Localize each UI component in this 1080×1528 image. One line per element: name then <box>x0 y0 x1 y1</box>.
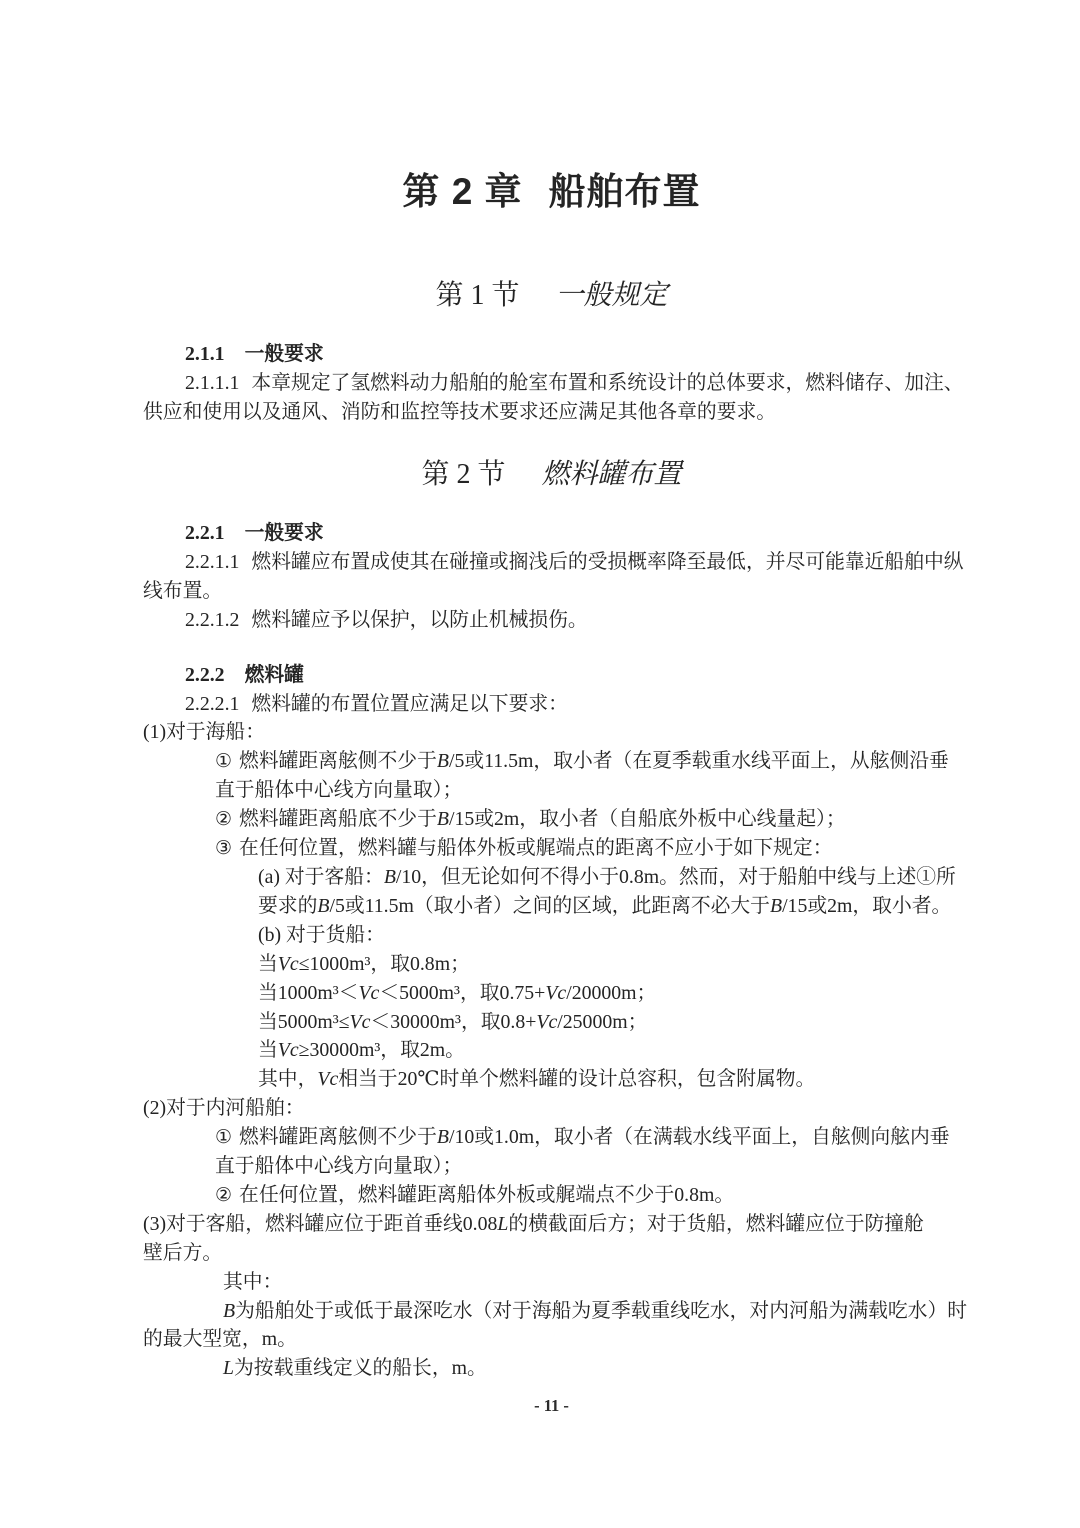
text-segment: 的横截面后方；对于货船，燃料罐应位于防撞舱 <box>508 1212 924 1235</box>
text-segment: 其中， <box>258 1068 318 1091</box>
paragraph-line <box>143 548 964 577</box>
text-segment: Vc <box>277 1039 299 1062</box>
text-segment: Vc <box>358 981 380 1004</box>
text-segment: 第 2 章 <box>402 171 523 212</box>
section-title <box>143 278 960 314</box>
text-segment: (3)对于客船，燃料罐应位于距首垂线0.08 <box>143 1212 498 1235</box>
clause-heading <box>143 661 960 690</box>
text-segment: 当 <box>258 1039 278 1062</box>
text-segment: /15或2m，取小者（自船底外板中心线量起）； <box>448 808 846 831</box>
list-label-line <box>143 1094 960 1123</box>
circled-number: ① <box>215 1126 233 1149</box>
list-item-line <box>143 1152 960 1181</box>
paragraph-line <box>143 606 960 635</box>
clause-number: 2.2.1 <box>185 521 225 544</box>
text-segment: 相当于20℃时单个燃料罐的设计总容积，包含附属物。 <box>338 1068 816 1091</box>
text-segment: 燃料罐 <box>244 663 304 686</box>
text-segment: Vc <box>317 1068 339 1091</box>
circled-number: ② <box>215 808 233 831</box>
list-item-line <box>143 776 960 805</box>
text-segment: 燃料罐的布置位置应满足以下要求： <box>251 692 568 715</box>
text-segment: 一般规定 <box>555 280 668 311</box>
paragraph-line <box>143 1239 960 1268</box>
list-item-line <box>143 747 960 776</box>
text-segment: 要求的 <box>258 894 318 917</box>
document-body <box>143 170 968 1383</box>
text-segment: 的最大型宽，m。 <box>143 1328 297 1351</box>
formula-line <box>143 1008 960 1037</box>
text-segment: 燃料罐距离舷侧不少于 <box>239 1126 437 1149</box>
list-label-line <box>143 1210 960 1239</box>
text-segment: ＜30000m³，取0.8+ <box>370 1010 537 1033</box>
clause-number: 2.1.1 <box>185 343 225 365</box>
sub-item-line <box>143 892 960 921</box>
text-segment: 第 2 节 <box>421 458 506 490</box>
text-segment: B <box>436 1126 449 1149</box>
list-label-line <box>143 718 960 747</box>
text-segment: 在任何位置，燃料罐与船体外板或艉端点的距离不应小于如下规定： <box>239 837 833 860</box>
note-line <box>143 1268 960 1297</box>
clause-number: 2.2.1.2 <box>185 608 240 631</box>
text-segment: /15或2m，取小者。 <box>782 894 952 917</box>
text-segment: Vc <box>277 952 299 975</box>
text-segment: 供应和使用以及通风、消防和监控等技术要求还应满足其他各章的要求。 <box>143 400 777 423</box>
list-item-line <box>143 834 960 863</box>
paragraph-line <box>143 398 960 427</box>
list-item-line <box>143 805 960 834</box>
definition-line <box>143 1325 960 1354</box>
formula-line <box>143 1036 960 1065</box>
page-number: - 11 - <box>534 1396 569 1415</box>
text-segment: 船舶布置 <box>548 171 701 212</box>
paragraph-line <box>143 690 960 719</box>
text-segment: 直于船体中心线方向量取）； <box>215 1155 463 1178</box>
text-segment: B <box>436 808 449 831</box>
clause-number: 2.2.1.1 <box>185 550 240 573</box>
clause-heading <box>143 519 960 548</box>
definition-line <box>143 1354 960 1383</box>
paragraph-line <box>143 369 964 398</box>
text-segment: 为按载重线定义的船长，m。 <box>234 1357 487 1380</box>
section-title <box>143 457 960 493</box>
note-line <box>143 1065 960 1094</box>
text-segment: 当1000m³＜ <box>258 981 359 1004</box>
text-segment: 一般要求 <box>244 521 324 544</box>
circled-number: ② <box>215 1183 233 1206</box>
chapter-title <box>143 170 960 214</box>
text-segment: ≥30000m³，取2m。 <box>298 1039 465 1062</box>
text-segment: 其中： <box>223 1270 283 1293</box>
text-segment: 当 <box>258 952 278 975</box>
text-segment: B <box>383 865 396 888</box>
text-segment: /25000m； <box>557 1010 648 1033</box>
text-segment: /20000m； <box>566 981 657 1004</box>
text-segment: 为船舶处于或低于最深吃水（对于海船为夏季载重线吃水，对内河船为满载吃水）时 <box>235 1299 968 1322</box>
text-segment: 燃料罐距离船底不少于 <box>239 808 437 831</box>
circled-number: ① <box>215 750 233 773</box>
text-segment: B <box>223 1299 236 1322</box>
text-segment: /5或11.5m，取小者（在夏季载重水线平面上，从舷侧沿垂 <box>448 750 949 773</box>
circled-number: ③ <box>215 837 233 860</box>
clause-heading <box>143 340 960 369</box>
text-segment: (a) 对于客船： <box>258 865 384 888</box>
text-segment: B <box>317 894 330 917</box>
text-segment: /10或1.0m，取小者（在满载水线平面上，自舷侧向舷内垂 <box>448 1126 950 1149</box>
paragraph-line <box>143 577 960 606</box>
text-segment: (2)对于内河船舶： <box>143 1097 305 1120</box>
sub-item-line <box>143 863 960 892</box>
text-segment: (b) 对于货船： <box>258 923 385 946</box>
clause-number: 2.2.2 <box>185 663 225 686</box>
text-segment: ≤1000m³，取0.8m； <box>298 952 470 975</box>
text-segment: 直于船体中心线方向量取）； <box>215 779 463 802</box>
text-segment: /10，但无论如何不得小于0.8m。然而，对于船舶中线与上述①所 <box>395 865 956 888</box>
text-segment: 燃料罐距离舷侧不少于 <box>239 750 437 773</box>
text-segment: 燃料罐应予以保护，以防止机械损伤。 <box>251 608 588 631</box>
formula-line <box>143 950 960 979</box>
text-segment: (1)对于海船： <box>143 721 265 744</box>
sub-item-line <box>143 921 960 950</box>
list-item-line <box>143 1181 960 1210</box>
text-segment: 当5000m³≤ <box>258 1010 350 1033</box>
text-segment: 燃料罐应布置成使其在碰撞或搁浅后的受损概率降至最低，并尽可能靠近船舶中纵 <box>251 550 964 573</box>
formula-line <box>143 979 960 1008</box>
clause-number: 2.2.2.1 <box>185 692 240 715</box>
text-segment: /5或11.5m（取小者）之间的区域，此距离不必大于 <box>329 894 770 917</box>
list-item-line <box>143 1123 960 1152</box>
text-segment: B <box>769 894 783 917</box>
text-segment: 一般要求 <box>244 343 324 365</box>
text-segment: Vc <box>536 1010 558 1033</box>
text-segment: L <box>497 1212 509 1235</box>
text-segment: ＜5000m³，取0.75+ <box>379 981 546 1004</box>
text-segment: L <box>223 1357 235 1380</box>
text-segment: 第 1 节 <box>435 280 520 311</box>
text-segment: B <box>436 750 449 773</box>
text-segment: Vc <box>545 981 567 1004</box>
text-segment: 燃料罐布置 <box>541 458 682 490</box>
definition-line <box>143 1297 968 1326</box>
text-segment: 线布置。 <box>143 579 223 602</box>
text-segment: 本章规定了氢燃料动力船舶的舱室布置和系统设计的总体要求，燃料储存、加注、 <box>251 372 964 394</box>
text-segment: 在任何位置，燃料罐距离船体外板或艉端点不少于0.8m。 <box>239 1183 735 1206</box>
text-segment: Vc <box>349 1010 371 1033</box>
text-segment: 壁后方。 <box>143 1241 223 1264</box>
clause-number: 2.1.1.1 <box>185 372 240 394</box>
